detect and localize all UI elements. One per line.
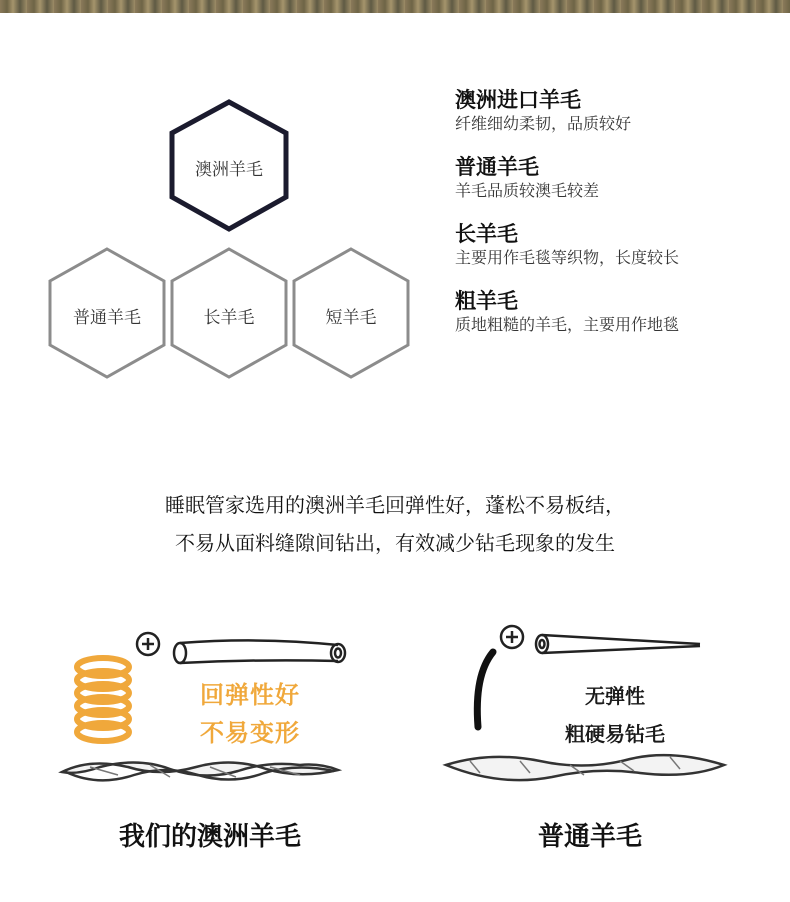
spring-icon — [77, 658, 129, 741]
stiff-fiber-icon — [477, 652, 493, 727]
hexagon-cluster — [40, 95, 420, 390]
intro-line-1: 睡眠管家选用的澳洲羊毛回弹性好，蓬松不易板结， — [165, 493, 625, 517]
wool-type-desc: 主要用作毛毯等织物，长度较长 — [455, 248, 680, 267]
top-photo-strip — [0, 0, 790, 13]
ordinary-wool-feature-2: 粗硬易钻毛 — [565, 722, 665, 746]
our-wool-feature-2: 不易变形 — [200, 719, 300, 747]
plus-circle-icon — [501, 626, 523, 648]
wool-type-desc: 羊毛品质较澳毛较差 — [455, 181, 600, 200]
hex-label-short-wool: 短羊毛 — [325, 308, 377, 328]
wool-type-item — [455, 153, 775, 202]
hex-label-australian-wool: 澳洲羊毛 — [195, 160, 263, 180]
comparison-illustration — [0, 615, 790, 795]
ordinary-wool-feature-1: 无弹性 — [585, 684, 645, 708]
wool-type-name: 长羊毛 — [455, 221, 518, 246]
intro-paragraph — [0, 486, 790, 562]
flat-fiber-icon — [446, 755, 724, 780]
wool-type-name: 澳洲进口羊毛 — [455, 87, 581, 112]
solid-fiber-icon — [536, 635, 700, 653]
our-wool-feature-1: 回弹性好 — [200, 681, 300, 709]
wool-type-desc: 质地粗糙的羊毛，主要用作地毯 — [455, 315, 680, 334]
wool-type-name: 粗羊毛 — [455, 288, 518, 313]
twisted-fiber-icon — [62, 762, 338, 780]
plus-circle-icon — [137, 633, 159, 655]
wool-type-item — [455, 220, 775, 269]
wool-type-list — [455, 86, 775, 354]
wool-type-desc: 纤维细幼柔韧，品质较好 — [455, 114, 632, 133]
hollow-fiber-icon — [174, 640, 345, 663]
hex-label-ordinary-wool: 普通羊毛 — [73, 308, 141, 328]
intro-line-2: 不易从面料缝隙间钻出，有效减少钻毛现象的发生 — [175, 531, 615, 555]
wool-type-item — [455, 287, 775, 336]
hex-label-long-wool: 长羊毛 — [203, 308, 255, 328]
wool-type-item — [455, 86, 775, 135]
wool-type-name: 普通羊毛 — [455, 154, 539, 179]
caption-our-wool: 我们的澳洲羊毛 — [118, 822, 301, 852]
caption-ordinary-wool: 普通羊毛 — [537, 822, 642, 852]
